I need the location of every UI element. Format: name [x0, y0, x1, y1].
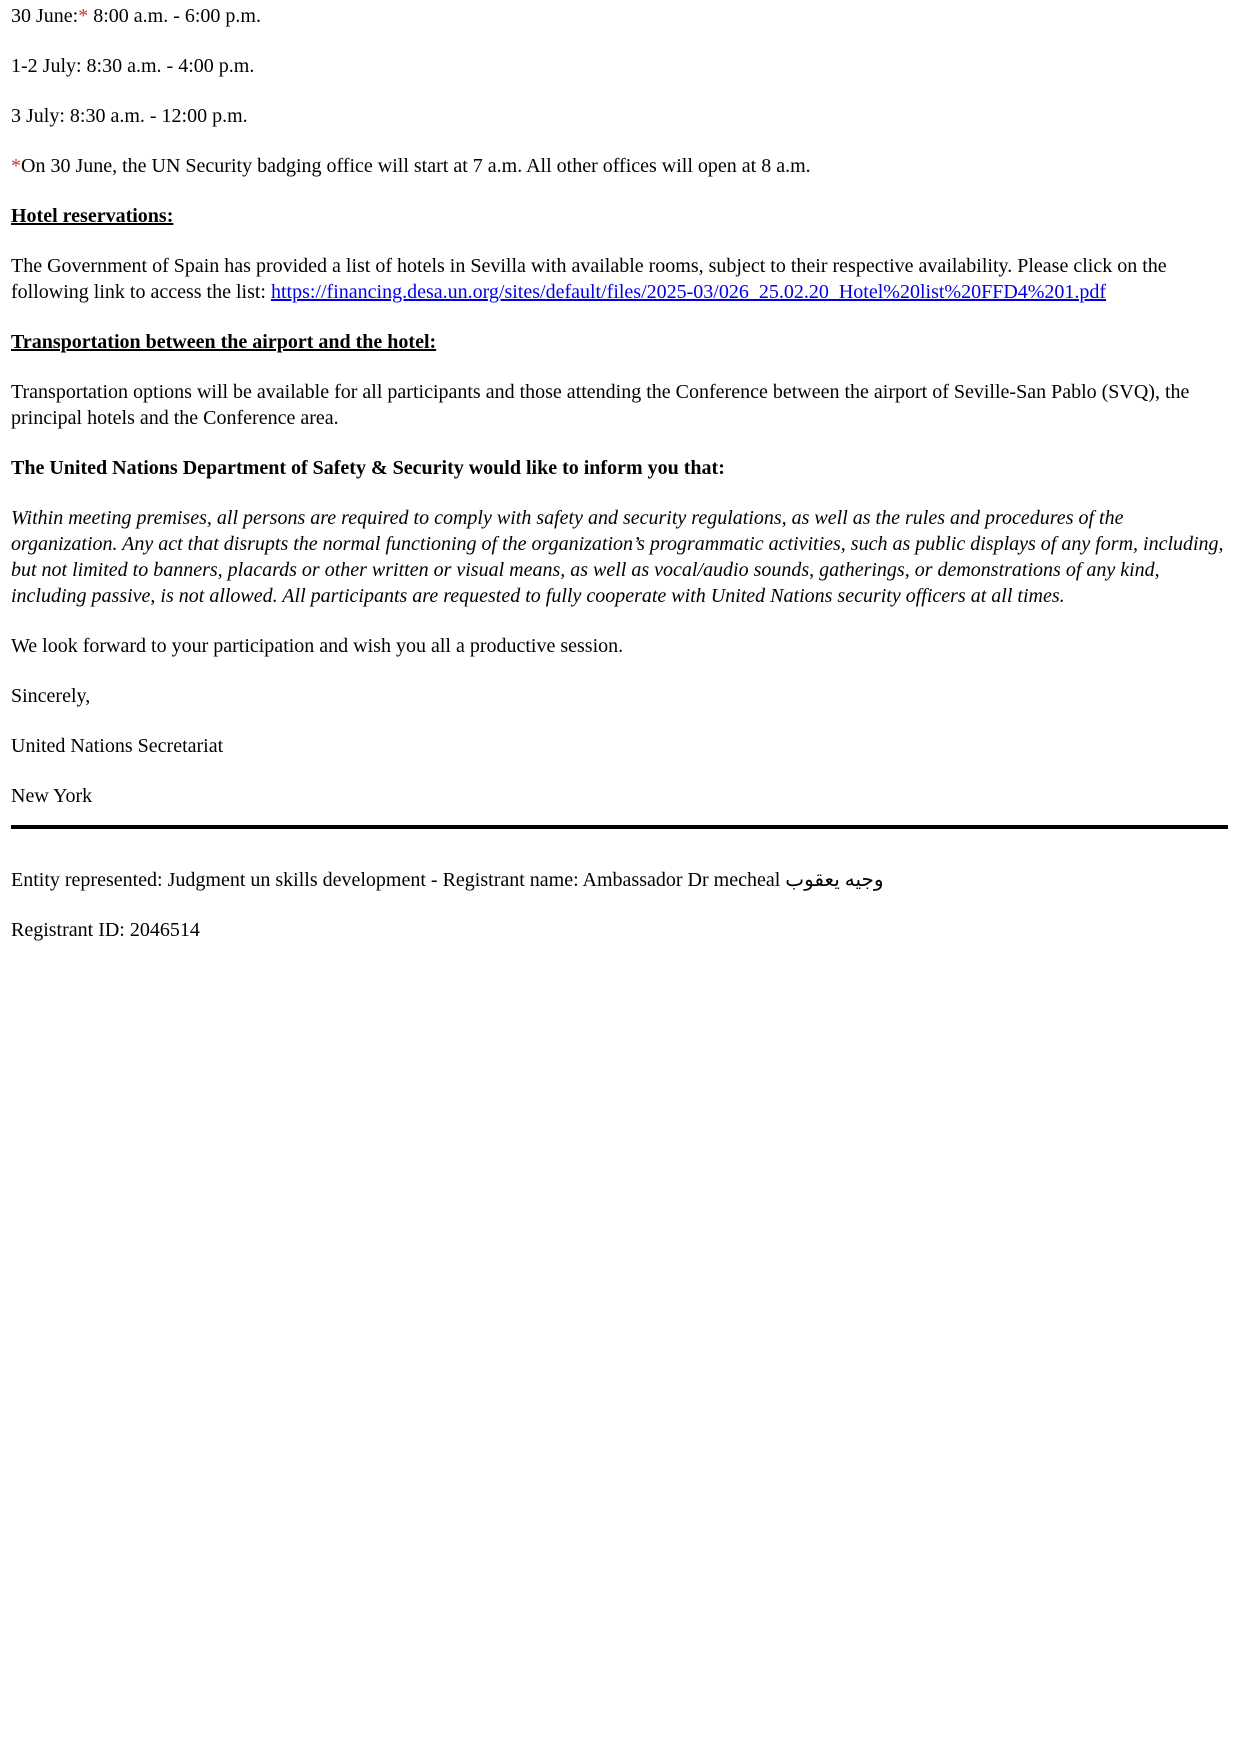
signoff-line: Sincerely, [11, 685, 91, 707]
security-heading: The United Nations Department of Safety & Security would like to inform you that: [11, 457, 725, 479]
security-notice-paragraph: Within meeting premises, all persons are required to comply with safety and security regulations, as well as the rules and procedures of the organization. Any act that disrupts the normal functioning of the organization’s programmatic activities, such as public displays of any form, including, but not limited to banners, placards or other written or visual means, as well as vocal/audio sounds, gatherings, or demonstrations of any kind, including passive, is not allowed. All participants are requested to fully cooperate with United Nations security officers at all times. [11, 507, 1224, 607]
signature-organization: United Nations Secretariat [11, 735, 224, 757]
signature-location: New York [11, 785, 93, 807]
footnote-asterisk-note: * [11, 155, 21, 177]
registrant-id-line: Registrant ID: 2046514 [11, 919, 200, 941]
hotel-reservations-heading: Hotel reservations: [11, 205, 174, 227]
badging-note [11, 153, 1228, 179]
schedule-times-1: 8:00 a.m. - 6:00 p.m. [88, 5, 261, 27]
transportation-heading: Transportation between the airport and the hotel: [11, 331, 437, 353]
hotel-list-link[interactable]: https://financing.desa.un.org/sites/default/files/2025-03/026_25.02.20_Hotel%20list%20FFD4%201.pdf [270, 281, 1107, 303]
badging-note-text: On 30 June, the UN Security badging office will start at 7 a.m. All other offices will open at 8 a.m. [21, 155, 811, 177]
transportation-paragraph: Transportation options will be available for all participants and those attending the Conference between the airport of Seville-San Pablo (SVQ), the principal hotels and the Conference area. [11, 381, 1190, 429]
schedule-line-2: 1-2 July: 8:30 a.m. - 4:00 p.m. [11, 55, 255, 77]
separator-rule [11, 825, 1228, 829]
footnote-asterisk: * [78, 5, 89, 27]
closing-line: We look forward to your participation and wish you all a productive session. [11, 635, 624, 657]
hotel-reservations-text: The Government of Spain has provided a list of hotels in Sevilla with available rooms, subject to their respective availability. Please click on the following link to access the list: [11, 255, 1167, 303]
hotel-reservations-paragraph [11, 253, 1228, 305]
schedule-line-1 [11, 3, 1228, 29]
email-body [11, 3, 1228, 943]
entity-represented-line: Entity represented: Judgment un skills development - Registrant name: Ambassador Dr mecheal وجيه يعقوب [11, 869, 884, 891]
schedule-date-1: 30 June: [11, 5, 79, 27]
schedule-line-3: 3 July: 8:30 a.m. - 12:00 p.m. [11, 105, 248, 127]
